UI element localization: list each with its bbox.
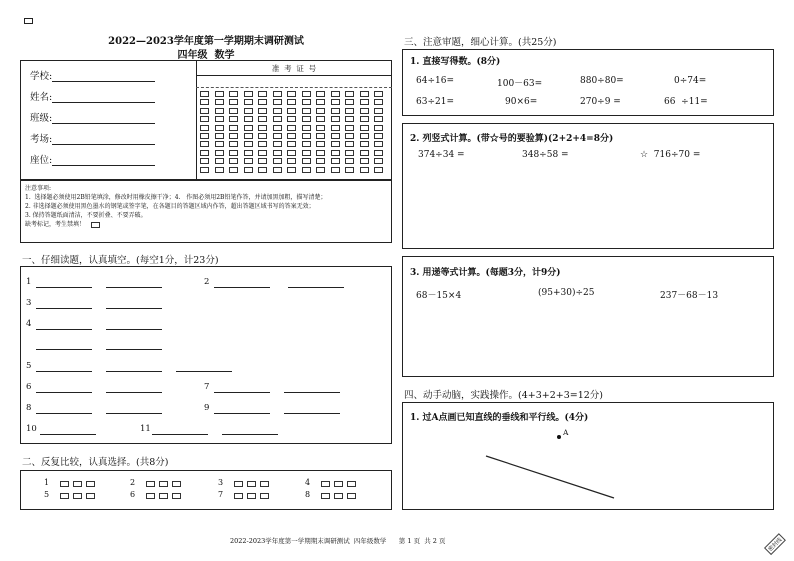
exam-id-bubble[interactable] [215, 167, 224, 173]
exam-id-bubble[interactable] [258, 108, 267, 114]
section2-title: 二、反复比较，认真选择。(共8分) [22, 457, 169, 468]
blank[interactable] [36, 320, 92, 330]
exam-id-bubble[interactable] [200, 91, 209, 97]
exam-id-bubble[interactable] [258, 158, 267, 164]
calc-item: 270÷9 = [580, 97, 621, 107]
section3-q1-title: 1. 直接写得数。(8分) [410, 57, 501, 67]
choice-number: 5 [44, 490, 50, 499]
choice-number: 7 [218, 490, 224, 499]
exam-id-bubble[interactable] [374, 158, 383, 164]
exam-id-bubble[interactable] [215, 133, 224, 139]
exam-id-bubble[interactable] [374, 133, 383, 139]
choice-bubble[interactable] [172, 481, 181, 487]
choice-bubble[interactable] [159, 481, 168, 487]
exam-id-bubble[interactable] [273, 141, 282, 147]
choice-number: 1 [44, 478, 50, 487]
section1-box [20, 266, 392, 444]
exam-id-bubble[interactable] [374, 108, 383, 114]
notice-line-3: 3. 保持答题纸面清洁，不要折叠、不要弄破。 [25, 212, 147, 219]
vertical-calc-item: 374÷34 = [418, 150, 465, 160]
exam-id-bubble[interactable] [360, 99, 369, 105]
exam-id-bubble[interactable] [345, 167, 354, 173]
choice-bubble[interactable] [172, 493, 181, 499]
notice [25, 184, 389, 229]
blank[interactable] [284, 383, 340, 393]
exam-id-bubble[interactable] [229, 150, 238, 156]
exam-id-bubble[interactable] [215, 116, 224, 122]
exam-id-bubble[interactable] [200, 99, 209, 105]
seat-field[interactable]: 座位: [30, 152, 190, 166]
exam-id-bubble[interactable] [345, 141, 354, 147]
section3-title: 三、注意审题，细心计算。(共25分) [404, 37, 557, 48]
exam-id-bubble[interactable] [374, 150, 383, 156]
section1-title: 一、仔细读题，认真填空。(每空1分，计23分) [22, 255, 219, 266]
absent-bubble[interactable] [91, 222, 100, 228]
calc-item: 64÷16= [416, 76, 454, 86]
blank[interactable] [106, 340, 162, 350]
absent-mark: 缺考标记，考生禁填！ [25, 220, 389, 229]
exam-id-bubble[interactable] [229, 141, 238, 147]
exam-id-bubble[interactable] [287, 91, 296, 97]
blank[interactable] [36, 404, 92, 414]
exam-id-grid[interactable] [200, 91, 390, 175]
exam-id-bubble[interactable] [345, 99, 354, 105]
exam-id-bubble[interactable] [302, 99, 311, 105]
exam-id-bubble[interactable] [229, 99, 238, 105]
blank[interactable] [106, 299, 162, 309]
page-subtitle: 四年级 数学 [177, 50, 235, 61]
exam-id-bubble[interactable] [244, 108, 253, 114]
choice-bubble[interactable] [60, 481, 69, 487]
choice-bubble[interactable] [247, 481, 256, 487]
exam-id-bubble[interactable] [244, 116, 253, 122]
q1-9-number: 9 [204, 403, 210, 413]
choice-bubble[interactable] [73, 481, 82, 487]
exam-id-bubble[interactable] [273, 125, 282, 131]
exam-id-bubble[interactable] [360, 150, 369, 156]
given-line [486, 456, 614, 498]
q1-11-number: 11 [140, 424, 151, 434]
exam-id-bubble[interactable] [316, 99, 325, 105]
q1-4-number: 4 [26, 319, 32, 329]
exam-id-bubble[interactable] [287, 99, 296, 105]
corner-mark [24, 18, 33, 24]
choice-bubble[interactable] [334, 493, 343, 499]
exam-id-bubble[interactable] [360, 141, 369, 147]
exam-id-bubble[interactable] [273, 133, 282, 139]
exam-id-bubble[interactable] [258, 141, 267, 147]
exam-id-bubble[interactable] [215, 91, 224, 97]
calc-item: 100－63= [497, 79, 543, 89]
exam-id-bubble[interactable] [215, 99, 224, 105]
seal-stamp: 密封线 [764, 533, 786, 555]
blank[interactable] [36, 299, 92, 309]
exam-id-bubble[interactable] [273, 108, 282, 114]
exam-id-bubble[interactable] [316, 150, 325, 156]
exam-id-bubble[interactable] [302, 108, 311, 114]
exam-id-bubble[interactable] [360, 125, 369, 131]
exam-id-bubble[interactable] [200, 158, 209, 164]
school-field[interactable]: 学校: [30, 68, 190, 82]
exam-id-bubble[interactable] [302, 91, 311, 97]
vertical-calc-item: ☆ 716÷70 = [640, 150, 701, 160]
q1-10-number: 10 [26, 424, 37, 434]
choice-bubble[interactable] [234, 481, 243, 487]
choice-bubble[interactable] [247, 493, 256, 499]
section4-q1-title: 1. 过A点画已知直线的垂线和平行线。(4分) [410, 413, 589, 423]
class-field[interactable]: 班级: [30, 110, 190, 124]
blank[interactable] [214, 278, 270, 288]
exam-id-bubble[interactable] [287, 167, 296, 173]
q1-2-number: 2 [204, 277, 210, 287]
exam-id-bubble[interactable] [374, 91, 383, 97]
exam-id-bubble[interactable] [287, 125, 296, 131]
notice-line-2: 2. 非选择题必须使用黑色墨水的钢笔或签字笔，在各题目的答题区域内作答，超出答题区域书写的答案无效； [25, 203, 315, 210]
page-title: 2022—2023学年度第一学期期末调研测试 [108, 36, 304, 47]
blank[interactable] [106, 383, 162, 393]
exam-id-bubble[interactable] [345, 158, 354, 164]
exam-id-bubble[interactable] [316, 158, 325, 164]
exam-id-write-row [196, 87, 392, 88]
blank[interactable] [152, 425, 208, 435]
exam-id-bubble[interactable] [302, 141, 311, 147]
exam-id-bubble[interactable] [287, 133, 296, 139]
blank[interactable] [284, 404, 340, 414]
choice-bubble[interactable] [321, 481, 330, 487]
exam-id-bubble[interactable] [258, 116, 267, 122]
exam-id-bubble[interactable] [229, 108, 238, 114]
step-calc-item: 68－15×4 [416, 291, 462, 301]
exam-id-bubble[interactable] [360, 167, 369, 173]
exam-id-bubble[interactable] [360, 108, 369, 114]
exam-id-bubble[interactable] [244, 125, 253, 131]
choice-grid[interactable] [20, 478, 392, 508]
calc-item: 90×6= [505, 97, 538, 107]
exam-id-label: 准 考 证 号 [271, 64, 317, 73]
blank[interactable] [176, 362, 232, 372]
exam-id-bubble[interactable] [302, 150, 311, 156]
choice-bubble[interactable] [86, 481, 95, 487]
exam-id-bubble[interactable] [244, 158, 253, 164]
exam-id-bubble[interactable] [331, 141, 340, 147]
exam-id-bubble[interactable] [244, 141, 253, 147]
exam-id-bubble[interactable] [331, 125, 340, 131]
exam-id-bubble[interactable] [200, 108, 209, 114]
choice-bubble[interactable] [334, 481, 343, 487]
exam-id-bubble[interactable] [374, 116, 383, 122]
blank[interactable] [106, 320, 162, 330]
choice-bubble[interactable] [234, 493, 243, 499]
exam-id-bubble[interactable] [331, 150, 340, 156]
exam-id-bubble[interactable] [273, 167, 282, 173]
choice-bubble[interactable] [73, 493, 82, 499]
blank[interactable] [288, 278, 344, 288]
exam-id-bubble[interactable] [316, 116, 325, 122]
exam-id-bubble[interactable] [331, 108, 340, 114]
blank[interactable] [214, 383, 270, 393]
choice-bubble[interactable] [260, 493, 269, 499]
geometry-drawing[interactable] [402, 402, 774, 510]
exam-id-bubble[interactable] [331, 158, 340, 164]
q1-1-number: 1 [26, 277, 32, 287]
choice-number: 2 [130, 478, 136, 487]
section4-title: 四、动手动脑，实践操作。(4+3+2+3=12分) [404, 390, 604, 401]
exam-id-bubble[interactable] [244, 150, 253, 156]
choice-bubble[interactable] [347, 481, 356, 487]
exam-id-bubble[interactable] [302, 133, 311, 139]
blank[interactable] [36, 383, 92, 393]
exam-id-bubble[interactable] [229, 167, 238, 173]
exam-id-bubble[interactable] [316, 91, 325, 97]
exam-id-bubble[interactable] [215, 158, 224, 164]
exam-id-bubble[interactable] [287, 150, 296, 156]
q1-6-number: 6 [26, 382, 32, 392]
exam-id-bubble[interactable] [287, 141, 296, 147]
exam-id-bubble[interactable] [345, 133, 354, 139]
exam-id-bubble[interactable] [345, 150, 354, 156]
exam-id-bubble[interactable] [215, 125, 224, 131]
exam-id-bubble[interactable] [331, 133, 340, 139]
choice-bubble[interactable] [86, 493, 95, 499]
name-field[interactable]: 姓名: [30, 89, 190, 103]
q1-8-number: 8 [26, 403, 32, 413]
section3-q2-title: 2. 列竖式计算。(带☆号的要验算)(2+2+4=8分) [410, 134, 614, 144]
exam-id-bubble[interactable] [258, 125, 267, 131]
choice-bubble[interactable] [60, 493, 69, 499]
exam-id-bubble[interactable] [360, 133, 369, 139]
choice-number: 6 [130, 490, 136, 499]
exam-id-bubble[interactable] [302, 116, 311, 122]
exam-id-bubble[interactable] [360, 91, 369, 97]
point-a [557, 435, 561, 439]
step-calc-item: (95+30)÷25 [538, 288, 595, 298]
exam-id-bubble[interactable] [316, 167, 325, 173]
exam-id-bubble[interactable] [229, 133, 238, 139]
exam-id-bubble[interactable] [316, 133, 325, 139]
exam-id-bubble[interactable] [258, 133, 267, 139]
section3-q3-title: 3. 用递等式计算。(每题3分，计9分) [410, 268, 561, 278]
exam-id-bubble[interactable] [200, 150, 209, 156]
exam-id-bubble[interactable] [345, 108, 354, 114]
blank[interactable] [36, 340, 92, 350]
exam-id-bubble[interactable] [244, 99, 253, 105]
exam-id-bubble[interactable] [302, 158, 311, 164]
exam-id-bubble[interactable] [229, 158, 238, 164]
exam-id-bubble[interactable] [374, 125, 383, 131]
exam-id-bubble[interactable] [200, 125, 209, 131]
blank[interactable] [214, 404, 270, 414]
exam-id-bubble[interactable] [302, 125, 311, 131]
exam-id-bubble[interactable] [200, 141, 209, 147]
exam-id-bubble[interactable] [244, 167, 253, 173]
exam-id-bubble[interactable] [215, 150, 224, 156]
exam-id-bubble[interactable] [258, 150, 267, 156]
exam-id-bubble[interactable] [360, 116, 369, 122]
choice-bubble[interactable] [159, 493, 168, 499]
calc-item: 880÷80= [580, 76, 624, 86]
exam-id-bubble[interactable] [215, 108, 224, 114]
exam-id-divider [196, 75, 392, 76]
q1-3-number: 3 [26, 298, 32, 308]
exam-id-bubble[interactable] [200, 133, 209, 139]
calc-item: 63÷21= [416, 97, 454, 107]
point-a-label: A [563, 428, 569, 437]
exam-id-bubble[interactable] [200, 116, 209, 122]
step-calc-item: 237－68－13 [660, 291, 719, 301]
exam-id-bubble[interactable] [331, 116, 340, 122]
blank[interactable] [106, 278, 162, 288]
exam-id-bubble[interactable] [331, 99, 340, 105]
choice-number: 8 [305, 490, 311, 499]
exam-id-bubble[interactable] [316, 125, 325, 131]
choice-number: 3 [218, 478, 224, 487]
exam-id-bubble[interactable] [273, 91, 282, 97]
exam-id-bubble[interactable] [258, 99, 267, 105]
exam-id-bubble[interactable] [345, 125, 354, 131]
exam-id-bubble[interactable] [360, 158, 369, 164]
blank[interactable] [106, 362, 162, 372]
exam-id-bubble[interactable] [273, 116, 282, 122]
exam-id-bubble[interactable] [200, 167, 209, 173]
exam-id-bubble[interactable] [316, 108, 325, 114]
exam-id-bubble[interactable] [287, 116, 296, 122]
blank[interactable] [222, 425, 278, 435]
exam-id-bubble[interactable] [374, 99, 383, 105]
exam-id-bubble[interactable] [345, 116, 354, 122]
choice-bubble[interactable] [347, 493, 356, 499]
exam-id-bubble[interactable] [273, 150, 282, 156]
choice-number: 4 [305, 478, 311, 487]
exam-id-bubble[interactable] [331, 91, 340, 97]
exam-id-bubble[interactable] [331, 167, 340, 173]
exam-id-bubble[interactable] [345, 91, 354, 97]
calc-item: 0÷74= [674, 76, 707, 86]
choice-bubble[interactable] [321, 493, 330, 499]
exam-id-bubble[interactable] [374, 141, 383, 147]
choice-bubble[interactable] [146, 481, 155, 487]
calc-item: 66 ÷11= [664, 97, 708, 107]
notice-title: 注意事项: [25, 185, 52, 192]
exam-id-bubble[interactable] [273, 99, 282, 105]
exam-id-bubble[interactable] [244, 91, 253, 97]
q1-5-number: 5 [26, 361, 32, 371]
exam-id-bubble[interactable] [287, 108, 296, 114]
blank[interactable] [40, 425, 96, 435]
blank[interactable] [36, 278, 92, 288]
vertical-calc-item: 348÷58 = [522, 150, 569, 160]
exam-id-bubble[interactable] [215, 141, 224, 147]
exam-id-bubble[interactable] [229, 91, 238, 97]
exam-id-bubble[interactable] [316, 141, 325, 147]
exam-id-bubble[interactable] [229, 125, 238, 131]
exam-id-bubble[interactable] [229, 116, 238, 122]
blank[interactable] [36, 362, 92, 372]
exam-id-bubble[interactable] [258, 91, 267, 97]
exam-id-bubble[interactable] [287, 158, 296, 164]
choice-bubble[interactable] [146, 493, 155, 499]
page-footer: 2022-2023学年度第一学期期末调研测试 四年级数学 第 1 页 共 2 页 [230, 537, 446, 545]
exam-id-bubble[interactable] [258, 167, 267, 173]
choice-bubble[interactable] [260, 481, 269, 487]
exam-id-bubble[interactable] [374, 167, 383, 173]
blank[interactable] [106, 404, 162, 414]
exam-room-field[interactable]: 考场: [30, 131, 190, 145]
q1-7-number: 7 [204, 382, 210, 392]
exam-id-bubble[interactable] [273, 158, 282, 164]
exam-id-bubble[interactable] [244, 133, 253, 139]
notice-line-1: 1. 选择题必须使用2B铅笔填涂，修改时用橡皮擦干净；4. 作图必须用2B铅笔作答，并请加黑加粗，描写清楚； [25, 194, 327, 201]
exam-id-bubble[interactable] [302, 167, 311, 173]
